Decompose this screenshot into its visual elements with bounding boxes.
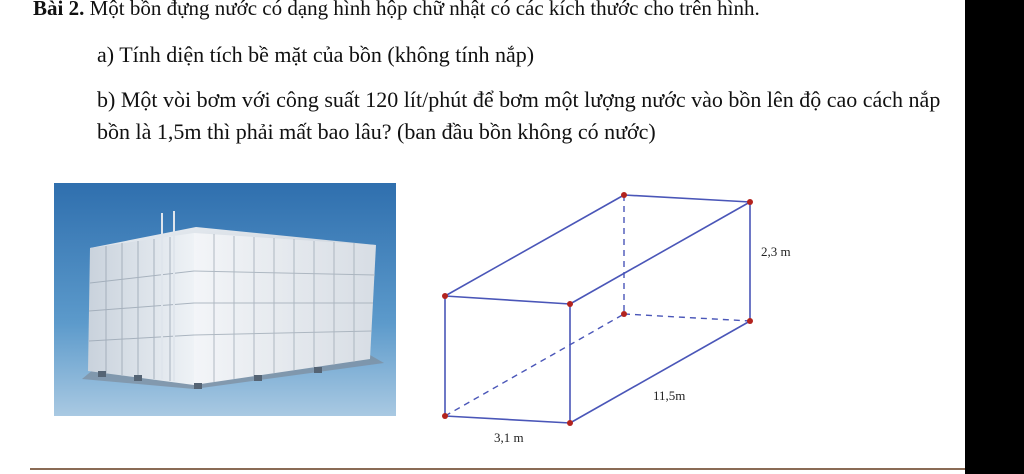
bottom-right-edge: [570, 321, 750, 423]
problem-statement: [33, 0, 760, 22]
top-back-edge: [624, 195, 750, 202]
vertex-f: [567, 420, 573, 426]
vertex-g: [621, 311, 627, 317]
vertex-c: [621, 192, 627, 198]
screen-edge-strip: [965, 0, 1024, 474]
box-diagram: [420, 180, 820, 450]
top-right-edge: [570, 202, 750, 304]
top-left-edge: [445, 195, 624, 296]
length-label: 11,5m: [653, 388, 686, 403]
height-label: 2,3 m: [761, 244, 791, 259]
part-b-text: b) Một vòi bơm với công suất 120 lít/phút để bơm một lượng nước vào bồn lên độ cao cách nắp bồn là 1,5m thì phải mất bao lâu? (ban đầu bồn không có nước): [97, 87, 941, 144]
problem-number: Bài 2.: [33, 0, 85, 20]
vertex-a: [442, 293, 448, 299]
width-label: 3,1 m: [494, 430, 524, 445]
hidden-left-bottom-edge: [445, 314, 624, 416]
bottom-divider: [30, 468, 965, 470]
problem-text: Một bồn đựng nước có dạng hình hộp chữ nhật có các kích thước cho trên hình.: [89, 0, 760, 20]
vertex-d: [747, 199, 753, 205]
vertex-h: [747, 318, 753, 324]
hidden-back-bottom-edge: [624, 314, 750, 321]
vertex-e: [442, 413, 448, 419]
front-top-edge: [445, 296, 570, 304]
part-a-text: a) Tính diện tích bề mặt của bồn (không tính nắp): [97, 42, 535, 67]
vertex-b: [567, 301, 573, 307]
water-tank-photo: [54, 183, 396, 416]
